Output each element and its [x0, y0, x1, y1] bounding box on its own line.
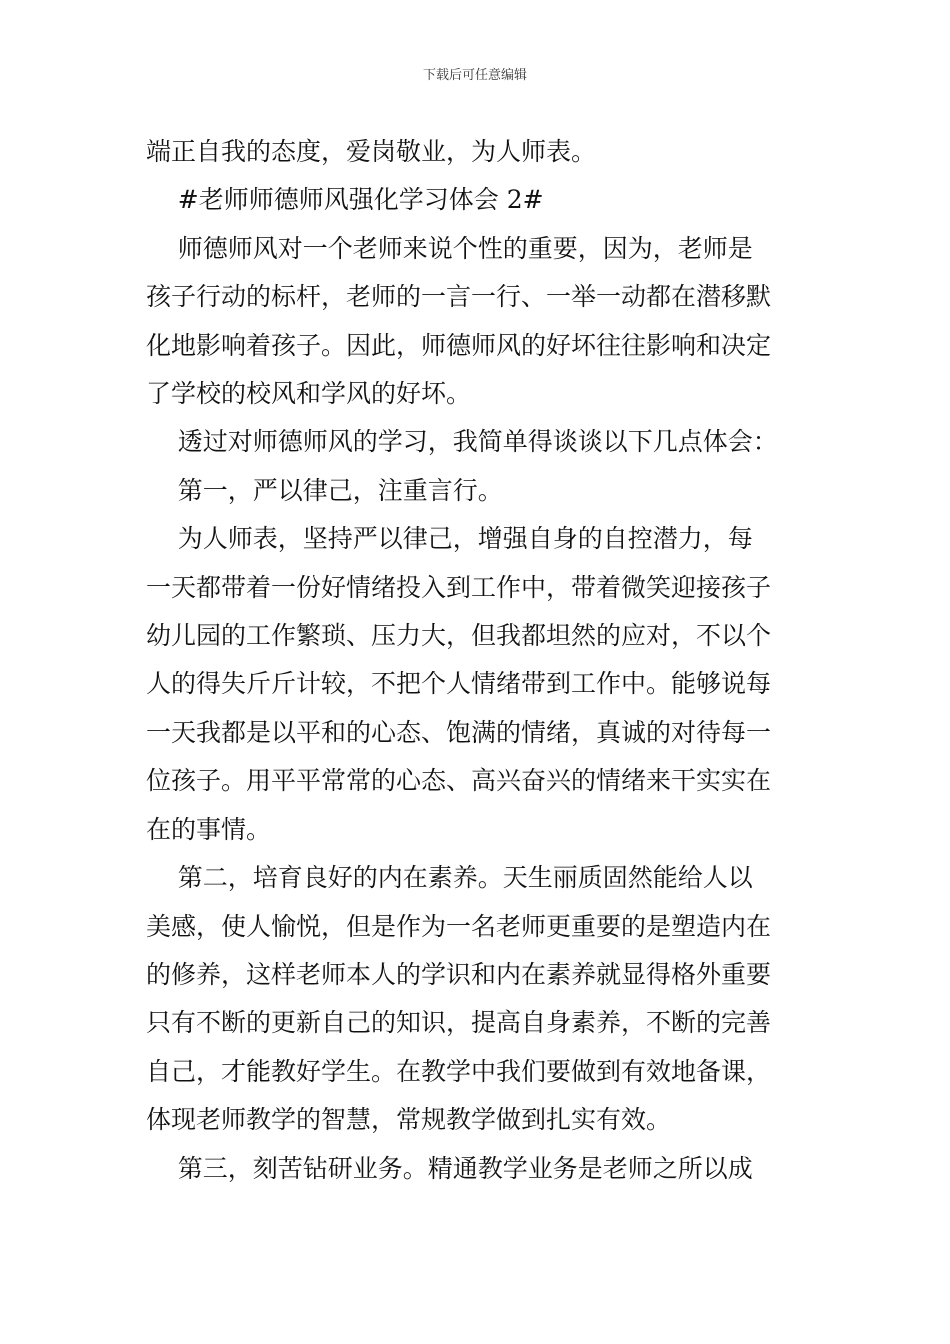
- text-line: 体现老师教学的智慧，常规教学做到扎实有效。: [146, 1105, 672, 1135]
- text-line: 一天都带着一份好情绪投入到工作中，带着微笑迎接孩子: [146, 572, 772, 602]
- text-line: 透过对师德师风的学习，我简单得谈谈以下几点体会：: [146, 427, 778, 457]
- text-line: 孩子行动的标杆，老师的一言一行、一举一动都在潜移默: [146, 282, 772, 312]
- text-line: 化地影响着孩子。因此，师德师风的好坏往往影响和决定: [146, 330, 772, 360]
- text-line: 师德师风对一个老师来说个性的重要，因为，老师是: [146, 233, 753, 263]
- text-line: 只有不断的更新自己的知识，提高自身素养，不断的完善: [146, 1008, 772, 1038]
- section-heading: #老师师德师风强化学习体会 2#: [146, 185, 544, 215]
- text-line: 端正自我的态度，爱岗敬业，为人师表。: [146, 137, 597, 166]
- text-line: 的修养，这样老师本人的学识和内在素养就显得格外重要: [146, 959, 772, 989]
- text-line: 幼儿园的工作繁琐、压力大，但我都坦然的应对，不以个: [146, 621, 772, 651]
- text-line: 第一，严以律己，注重言行。: [146, 475, 503, 505]
- text-line: 位孩子。用平平常常的心态、高兴奋兴的情绪来干实实在: [146, 766, 772, 796]
- text-line: 在的事情。: [146, 814, 272, 844]
- text-line: 为人师表，坚持严以律己，增强自身的自控潜力，每: [146, 524, 753, 554]
- text-line: 美感，使人愉悦，但是作为一名老师更重要的是塑造内在: [146, 911, 772, 941]
- page-header: 下载后可任意编辑: [422, 68, 527, 83]
- text-line: 第二，培育良好的内在素养。天生丽质固然能给人以: [146, 863, 753, 893]
- text-line: 人的得失斤斤计较，不把个人情绪带到工作中。能够说每: [146, 669, 772, 699]
- document-body: [146, 128, 808, 1193]
- text-line: 一天我都是以平和的心态、饱满的情绪，真诚的对待每一: [146, 717, 772, 747]
- text-line: 了学校的校风和学风的好坏。: [146, 379, 472, 409]
- text-line: 第三，刻苦钻研业务。精通教学业务是老师之所以成: [146, 1153, 753, 1183]
- text-line: 自己，才能教好学生。在教学中我们要做到有效地备课，: [146, 1056, 772, 1086]
